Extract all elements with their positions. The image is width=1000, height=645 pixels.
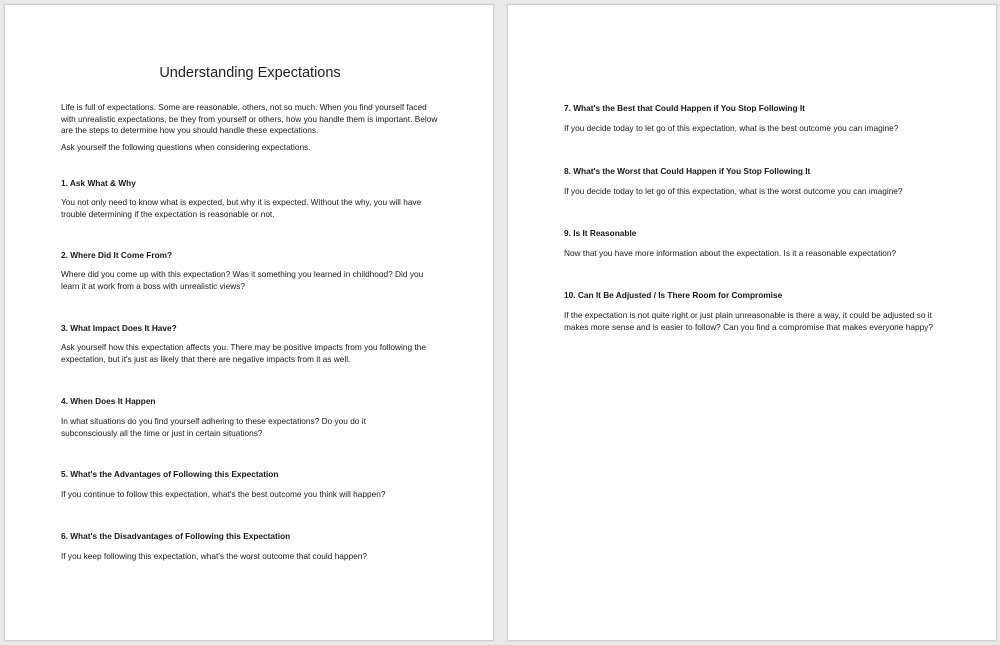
document-page-1[interactable]	[4, 4, 494, 641]
section-heading-4: 4. When Does It Happen	[61, 396, 156, 406]
document-title: Understanding Expectations	[159, 65, 341, 81]
section-body-7: If you decide today to let go of this expectation, what is the best outcome you can imagine?	[564, 123, 899, 133]
intro-instruction: Ask yourself the following questions when considering expectations.	[61, 142, 311, 152]
section-body-8: If you decide today to let go of this expectation, what is the worst outcome you can imagine?	[564, 186, 903, 196]
section-body-10: If the expectation is not quite right or just plain unreasonable is there a way, it could be adjusted so it makes more sense and is easier to follow? Can you find a compromise that makes everyone happy?	[564, 310, 933, 332]
section-body-1: You not only need to know what is expected, but why it is expected. Without the why, you will have trouble determining if the expectation is reasonable or not.	[61, 197, 422, 219]
section-body-9: Now that you have more information about the expectation. Is it a reasonable expectation?	[564, 248, 897, 258]
section-body-5: If you continue to follow this expectation, what's the best outcome you think will happen?	[61, 489, 386, 499]
section-heading-2: 2. Where Did It Come From?	[61, 250, 173, 260]
section-heading-10: 10. Can It Be Adjusted / Is There Room for Compromise	[564, 290, 783, 300]
section-heading-9: 9. Is It Reasonable	[564, 228, 637, 238]
section-body-3: Ask yourself how this expectation affects you. There may be positive impacts from you following the expectation, but it's just as likely that there are negative impacts from it as well.	[61, 342, 426, 364]
section-heading-1: 1. Ask What & Why	[61, 178, 136, 188]
section-body-4: In what situations do you find yourself adhering to these expectations? Do you do it subconsciously all the time or just in certain situations?	[61, 416, 366, 438]
document-page-2[interactable]	[507, 4, 997, 641]
section-heading-6: 6. What's the Disadvantages of Following this Expectation	[61, 531, 291, 541]
section-heading-5: 5. What's the Advantages of Following this Expectation	[61, 469, 279, 479]
section-heading-3: 3. What Impact Does It Have?	[61, 323, 177, 333]
section-heading-8: 8. What's the Worst that Could Happen if You Stop Following It	[564, 166, 811, 176]
section-heading-7: 7. What's the Best that Could Happen if You Stop Following It	[564, 103, 805, 113]
intro-paragraph: Life is full of expectations. Some are reasonable, others, not so much. When you find yourself faced with unrealistic expectations, be they from yourself or others, how you handle them is important. Below are the steps to determine how you should handle these expectations.	[61, 102, 438, 136]
section-body-6: If you keep following this expectation, what's the worst outcome that could happen?	[61, 551, 367, 561]
section-body-2: Where did you come up with this expectation? Was it something you learned in childhood? Did you learn it at work from a boss with unrealistic views?	[61, 269, 424, 291]
